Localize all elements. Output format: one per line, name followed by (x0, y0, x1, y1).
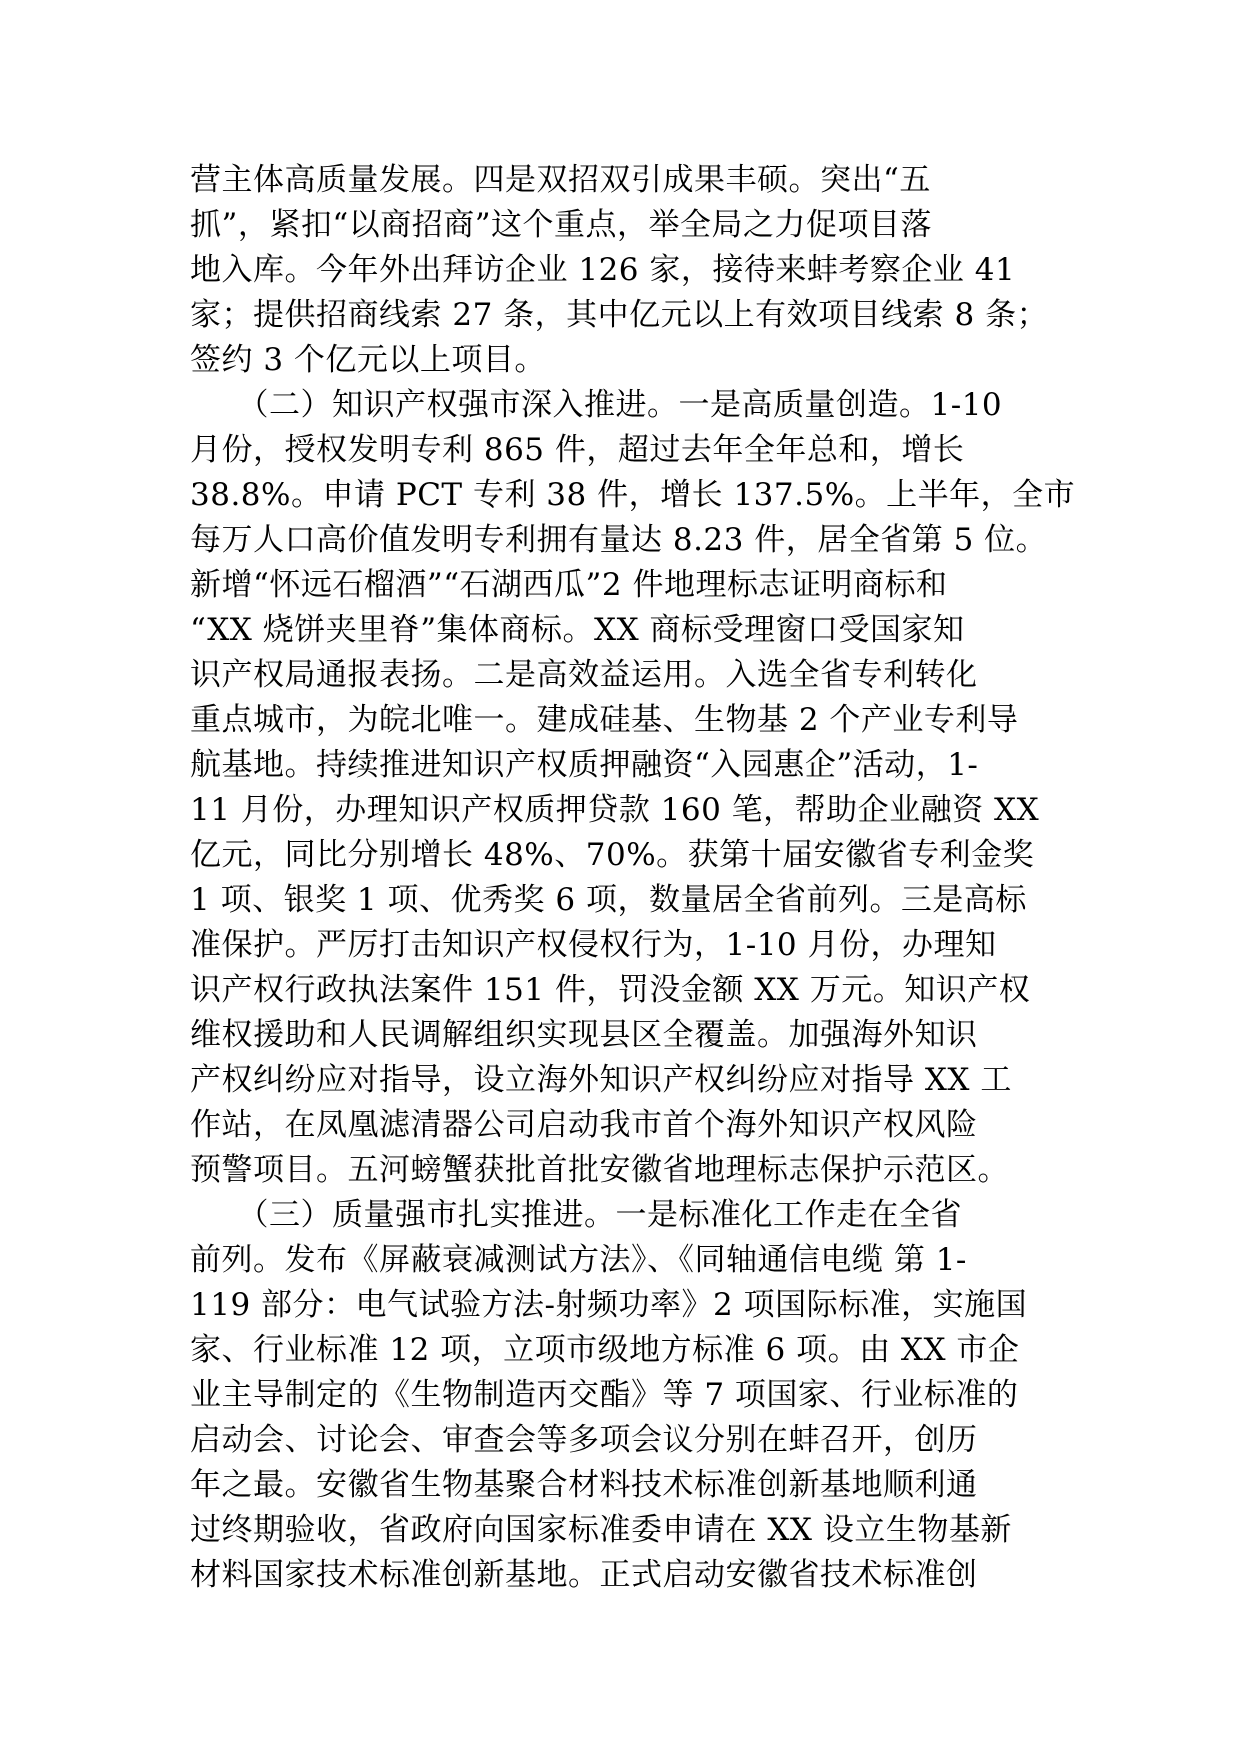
text-line: 材料国家技术标准创新基地。正式启动安徽省技术标准创 (190, 1557, 978, 1593)
text-line: 维权援助和人民调解组织实现县区全覆盖。加强海外知识 (190, 1017, 978, 1053)
text-line: 地入库。今年外出拜访企业 126 家，接待来蚌考察企业 41 (190, 252, 1016, 288)
text-line: 预警项目。五河螃蟹获批首批安徽省地理标志保护示范区。 (190, 1152, 1009, 1188)
text-line: 每万人口高价值发明专利拥有量达 8.23 件，居全省第 5 位。 (190, 522, 1048, 558)
text-line: 航基地。持续推进知识产权质押融资“入园惠企”活动，1- (190, 747, 979, 783)
text-line: 亿元，同比分别增长 48%、70%。获第十届安徽省专利金奖 (190, 837, 1035, 873)
text-line: 11 月份，办理知识产权质押贷款 160 笔，帮助企业融资 XX (190, 792, 1040, 828)
text-line: 新增“怀远石榴酒”“石湖西瓜”2 件地理标志证明商标和 (190, 567, 948, 603)
text-line: 1 项、银奖 1 项、优秀奖 6 项，数量居全省前列。三是高标 (190, 882, 1027, 918)
text-line: 过终期验收，省政府向国家标准委申请在 XX 设立生物基新 (190, 1512, 1012, 1548)
text-line: “XX 烧饼夹里脊”集体商标。XX 商标受理窗口受国家知 (190, 612, 965, 648)
text-line: 月份，授权发明专利 865 件，超过去年全年总和，增长 (190, 432, 965, 468)
text-line: 营主体高质量发展。四是双招双引成果丰硕。突出“五 (190, 162, 931, 198)
section-heading-line: （三）质量强市扎实推进。一是标准化工作走在全省 (190, 1197, 962, 1233)
text-line: 签约 3 个亿元以上项目。 (190, 342, 546, 378)
text-line: 家、行业标准 12 项，立项市级地方标准 6 项。由 XX 市企 (190, 1332, 1020, 1368)
text-line: 前列。发布《屏蔽衰减测试方法》、《同轴通信电缆 第 1- (190, 1242, 967, 1278)
document-page (190, 158, 1076, 1598)
text-line: 重点城市，为皖北唯一。建成硅基、生物基 2 个产业专利导 (190, 702, 1019, 738)
text-line: 38.8%。申请 PCT 专利 38 件，增长 137.5%。上半年，全市 (190, 477, 1076, 513)
text-line: 119 部分：电气试验方法-射频功率》2 项国际标准，实施国 (190, 1287, 1028, 1323)
section-heading-line: （二）知识产权强市深入推进。一是高质量创造。1-10 (190, 387, 1003, 423)
text-line: 业主导制定的《生物制造丙交酯》等 7 项国家、行业标准的 (190, 1377, 1019, 1413)
text-line: 准保护。严厉打击知识产权侵权行为，1-10 月份，办理知 (190, 927, 997, 963)
text-line: 产权纠纷应对指导，设立海外知识产权纠纷应对指导 XX 工 (190, 1062, 1012, 1098)
text-line: 作站，在凤凰滤清器公司启动我市首个海外知识产权风险 (190, 1107, 978, 1143)
text-line: 家；提供招商线索 27 条，其中亿元以上有效项目线索 8 条； (190, 297, 1049, 333)
text-line: 抓”，紧扣“以商招商”这个重点，举全局之力促项目落 (190, 207, 933, 243)
text-line: 识产权局通报表扬。二是高效益运用。入选全省专利转化 (190, 657, 978, 693)
text-line: 年之最。安徽省生物基聚合材料技术标准创新基地顺利通 (190, 1467, 978, 1503)
text-line: 识产权行政执法案件 151 件，罚没金额 XX 万元。知识产权 (190, 972, 1031, 1008)
text-line: 启动会、讨论会、审查会等多项会议分别在蚌召开，创历 (190, 1422, 978, 1458)
